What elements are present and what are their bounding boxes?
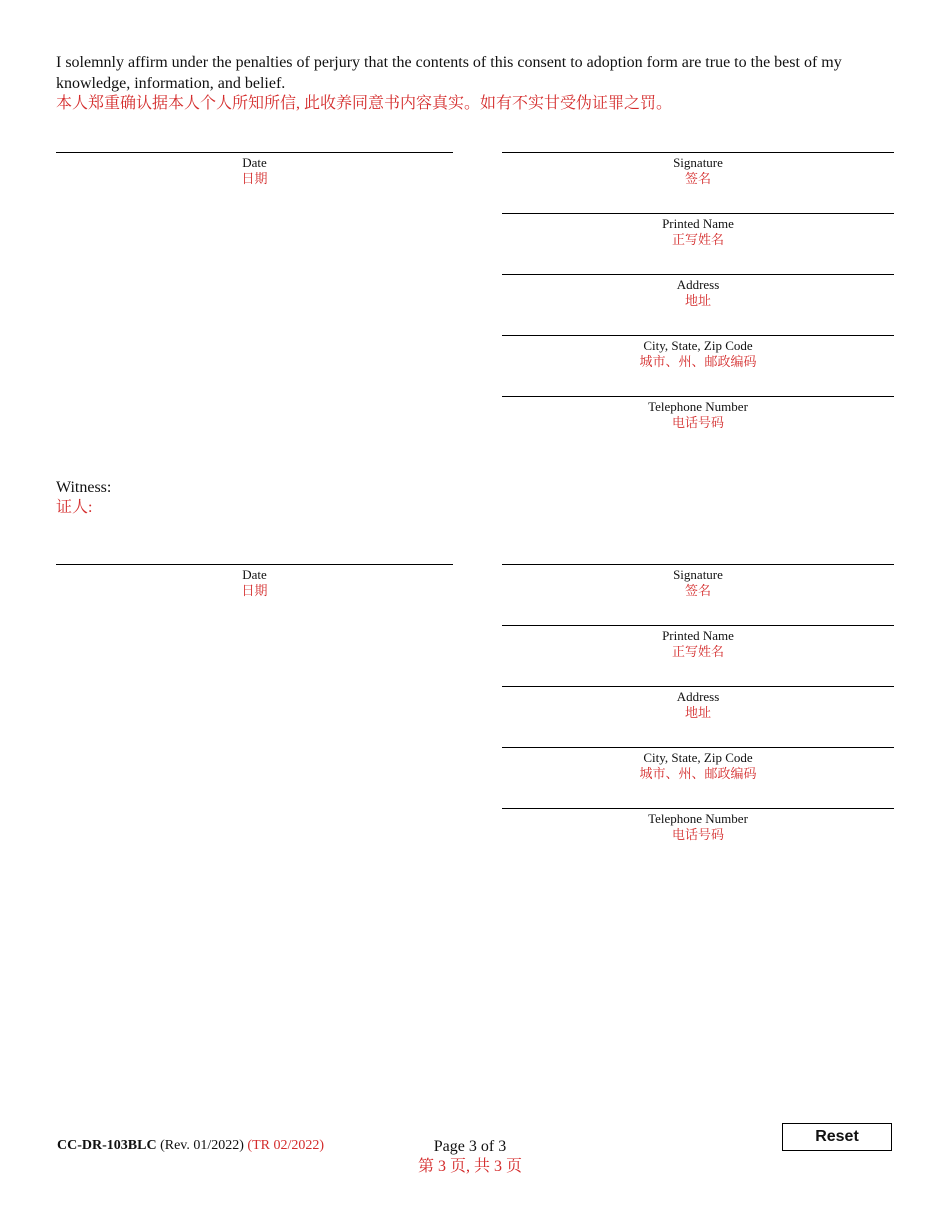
page-number-zh: 第 3 页, 共 3 页 <box>417 1158 522 1175</box>
consenter-date-field[interactable] <box>56 152 453 187</box>
page-number <box>400 1137 540 1177</box>
address-label-zh: 地址 <box>684 705 711 720</box>
form-identifier <box>57 1138 324 1154</box>
witness-address-field[interactable] <box>502 686 894 721</box>
address-label: Address <box>676 277 720 292</box>
signature-label: Signature <box>673 567 723 582</box>
translation-date: (TR 02/2022) <box>247 1138 325 1153</box>
consenter-telephone-field[interactable] <box>502 396 894 431</box>
consenter-printed-name-field[interactable] <box>502 213 894 248</box>
telephone-label: Telephone Number <box>648 399 748 414</box>
reset-button[interactable]: Reset <box>782 1123 892 1151</box>
witness-signature-field[interactable] <box>502 564 894 599</box>
city-label: City, State, Zip Code <box>643 338 753 353</box>
witness-printed-name-field[interactable] <box>502 625 894 660</box>
revision-date: (Rev. 01/2022) <box>160 1138 244 1153</box>
telephone-label: Telephone Number <box>648 811 748 826</box>
telephone-label-zh: 电话号码 <box>671 415 724 430</box>
signature-label: Signature <box>673 155 723 170</box>
address-label: Address <box>676 689 720 704</box>
printed-name-label-zh: 正写姓名 <box>671 644 724 659</box>
printed-name-label: Printed Name <box>662 628 734 643</box>
witness-telephone-field[interactable] <box>502 808 894 843</box>
consenter-signature-field[interactable] <box>502 152 894 187</box>
page-number-en: Page 3 of 3 <box>433 1138 507 1155</box>
witness-heading-en: Witness: <box>56 479 112 496</box>
date-label: Date <box>242 567 267 582</box>
address-label-zh: 地址 <box>684 293 711 308</box>
witness-heading <box>56 478 111 518</box>
consenter-address-field[interactable] <box>502 274 894 309</box>
witness-date-field[interactable] <box>56 564 453 599</box>
affirmation-text-zh: 本人郑重确认据本人个人所知所信, 此收养同意书内容真实。如有不实甘受伪证罪之罚。 <box>56 95 673 112</box>
affirmation-text-en: I solemnly affirm under the penalties of perjury that the contents of this consent to adoption form are true to the best of my knowledge, information, and belief. <box>56 54 842 92</box>
city-label: City, State, Zip Code <box>643 750 753 765</box>
form-id: CC-DR-103BLC <box>57 1138 157 1153</box>
consenter-city-field[interactable] <box>502 335 894 370</box>
witness-city-field[interactable] <box>502 747 894 782</box>
signature-label-zh: 签名 <box>684 171 711 186</box>
city-label-zh: 城市、州、邮政编码 <box>639 354 757 369</box>
date-label: Date <box>242 155 267 170</box>
signature-label-zh: 签名 <box>684 583 711 598</box>
affirmation-block <box>56 52 886 114</box>
telephone-label-zh: 电话号码 <box>671 827 724 842</box>
printed-name-label: Printed Name <box>662 216 734 231</box>
date-label-zh: 日期 <box>241 583 268 598</box>
date-label-zh: 日期 <box>241 171 268 186</box>
witness-heading-zh: 证人: <box>56 499 93 516</box>
city-label-zh: 城市、州、邮政编码 <box>639 766 757 781</box>
printed-name-label-zh: 正写姓名 <box>671 232 724 247</box>
